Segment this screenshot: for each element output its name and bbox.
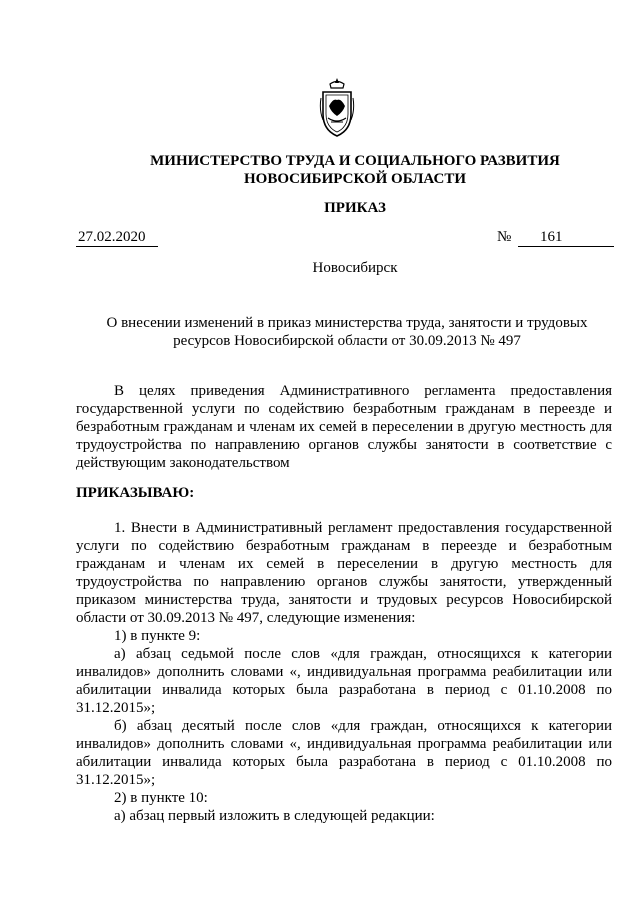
preamble-paragraph: В целях приведения Административного регламента предоставления государственной услуги по содействию безработным гражданам в переезде и безработным гражданам и членам их семей в переселении в другую местность для трудоустройства по направлению органов службы занятости в соответствие с действующим законодательством [76, 383, 612, 471]
paragraph-item-1: 1. Внести в Административный регламент предоставления государственной услуги по содействию безработным гражданам в переезде и безработным гражданам и членам их семей в переселении в другую местность для трудоустройства по направлению органов службы занятости, утвержденный приказом министерства труда, занятости и трудовых ресурсов Новосибирской области от 30.09.2013 № 497, следующие изменения: [76, 520, 612, 626]
document-type-title: ПРИКАЗ [324, 200, 386, 216]
paragraph-subitem-1a: а) абзац седьмой после слов «для граждан, относящихся к категории инвалидов» дополнить словами «, индивидуальная программа реабилитации или абилитации инвалида которых была разработана в период с 01.10.2008 по 31.12.2015»; [76, 646, 612, 716]
paragraph-subitem-2: 2) в пункте 10: [114, 790, 208, 806]
ministry-name-line1: МИНИСТЕРСТВО ТРУДА И СОЦИАЛЬНОГО РАЗВИТИЯ [150, 153, 560, 169]
order-number: 161 [518, 228, 614, 247]
ministry-name-line2: НОВОСИБИРСКОЙ ОБЛАСТИ [243, 171, 467, 187]
coat-of-arms-icon [319, 76, 355, 140]
order-subject [82, 314, 612, 350]
order-date: 27.02.2020 [76, 228, 158, 247]
paragraph-subitem-1: 1) в пункте 9: [114, 628, 201, 644]
decree-heading: ПРИКАЗЫВАЮ: [76, 485, 195, 501]
subject-line2: ресурсов Новосибирской области от 30.09.2013 № 497 [173, 333, 521, 349]
order-number-label: № [497, 229, 512, 245]
subject-line1: О внесении изменений в приказ министерства труда, занятости и трудовых [106, 315, 588, 331]
order-body [76, 519, 612, 825]
paragraph-subitem-2a: а) абзац первый изложить в следующей редакции: [114, 808, 435, 824]
city-name: Новосибирск [312, 260, 398, 276]
paragraph-subitem-1b: б) абзац десятый после слов «для граждан, относящихся к категории инвалидов» дополнить словами «, индивидуальная программа реабилитации или абилитации инвалида которых была разработана в период с 01.10.2008 по 31.12.2015»; [76, 718, 612, 788]
